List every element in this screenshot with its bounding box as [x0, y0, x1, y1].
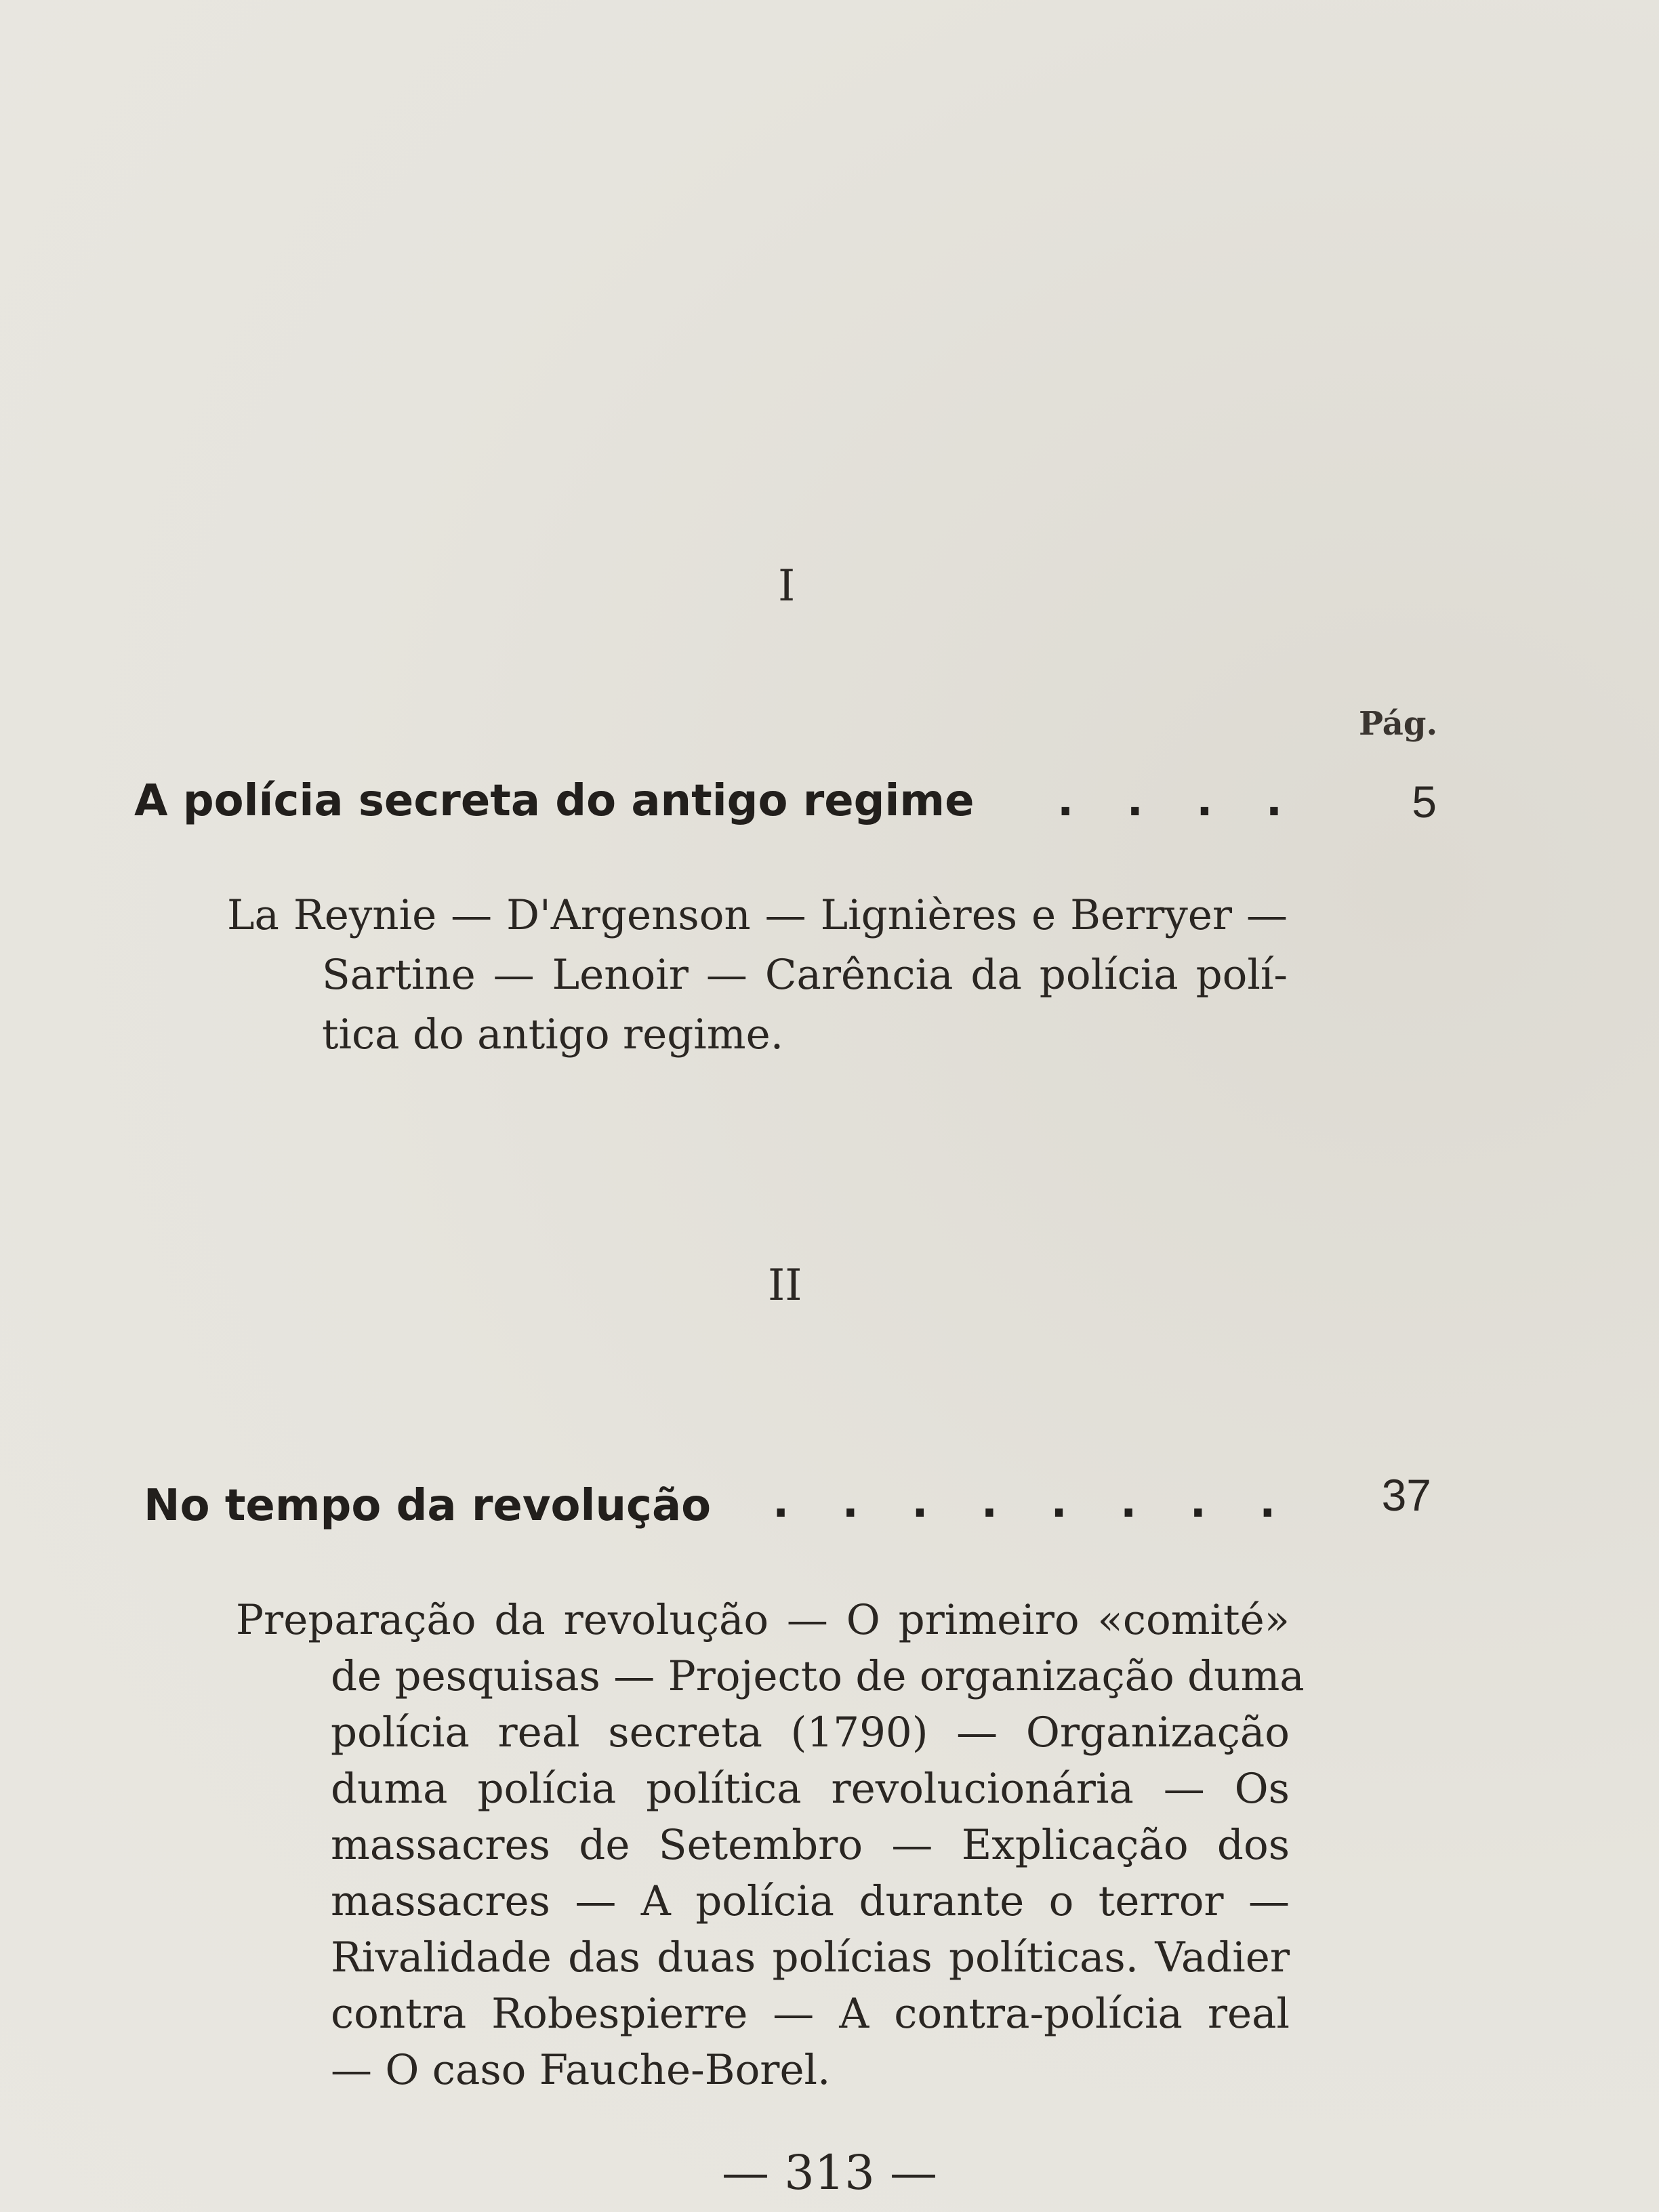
summary-line: massacres de Setembro — Explicação dos: [331, 1821, 1290, 1869]
section-numeral-1: I: [778, 561, 796, 611]
page-column-label: Pág.: [1359, 705, 1438, 743]
entry-page-2: 37: [1381, 1470, 1431, 1520]
entry-title-1: A polícia secreta do antigo regime: [134, 776, 975, 826]
summary-line: tica do antigo regime.: [322, 1010, 784, 1059]
page-folio: — 313 —: [721, 2145, 938, 2200]
entry-title-2: No tempo da revolução: [144, 1481, 712, 1531]
summary-line: duma polícia política revolucionária — Os: [331, 1765, 1290, 1813]
summary-line: Rivalidade das duas polícias políticas. Vadier: [331, 1933, 1290, 1982]
summary-line: polícia real secreta (1790) — Organização: [331, 1708, 1290, 1757]
dot-leader-1: . . . .: [1057, 776, 1302, 826]
entry-page-1: 5: [1412, 777, 1437, 827]
summary-line: Preparação da revolução — O primeiro «comité»: [236, 1596, 1290, 1644]
summary-line: contra Robespierre — A contra-polícia real: [331, 1990, 1290, 2038]
dot-leader-2: . . . . . . . .: [773, 1477, 1295, 1528]
summary-line: de pesquisas — Projecto de organização duma: [331, 1652, 1305, 1700]
summary-line: Sartine — Lenoir — Carência da polícia polí-: [322, 951, 1288, 999]
summary-line: massacres — A polícia durante o terror —: [331, 1877, 1290, 1925]
section-numeral-2: II: [768, 1261, 802, 1311]
summary-line: La Reynie — D'Argenson — Lignières e Berryer —: [227, 891, 1288, 939]
summary-line: — O caso Fauche-Borel.: [331, 2046, 831, 2094]
